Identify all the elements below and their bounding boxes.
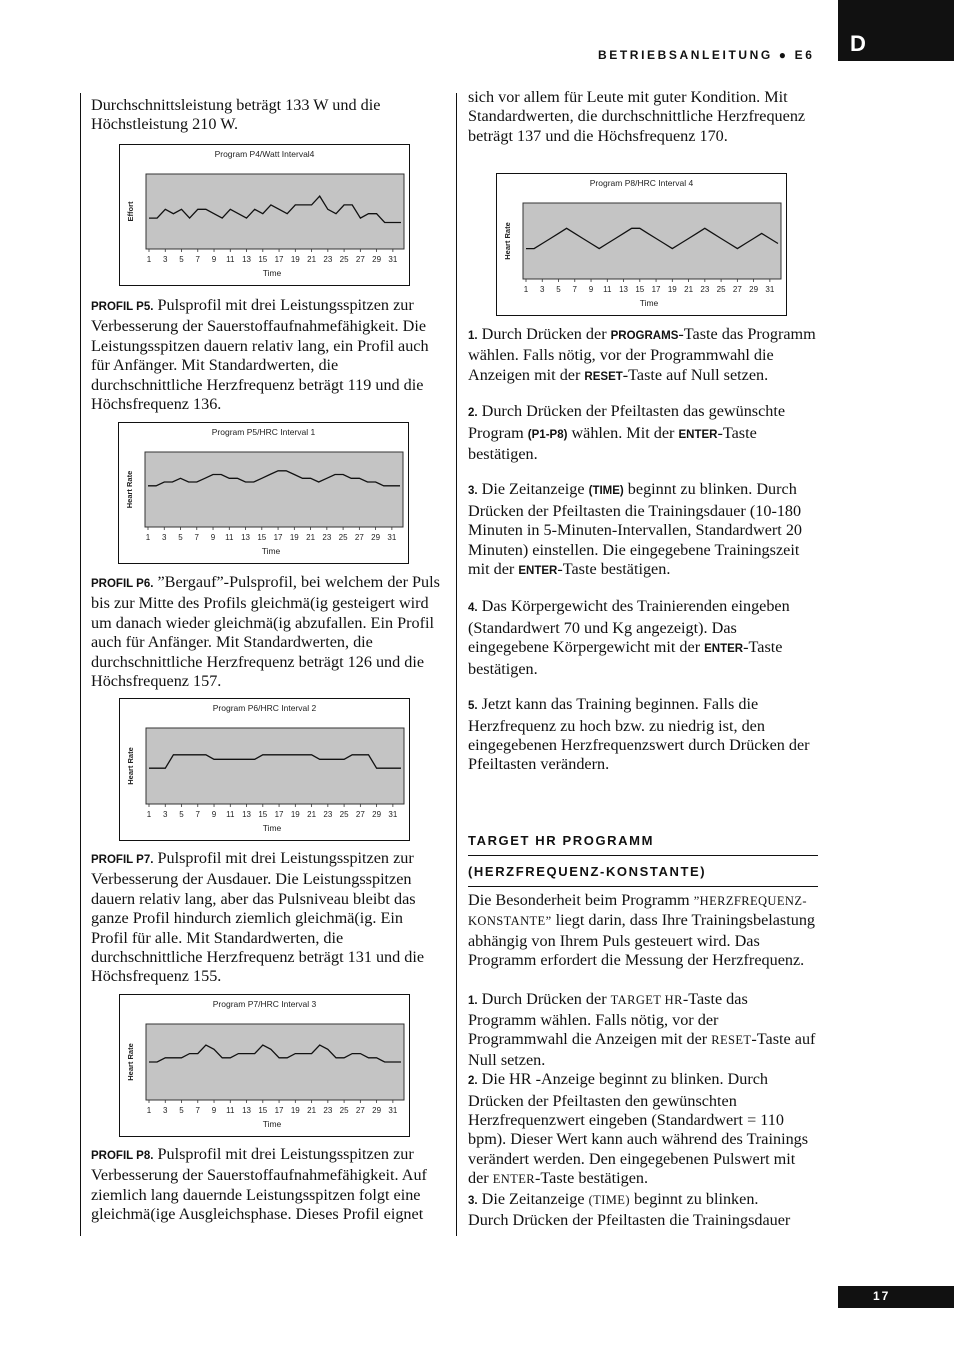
- chart-p4-svg: [120, 145, 409, 285]
- left-column-rule: [80, 93, 81, 1236]
- section-heading-target-hr: TARGET HR PROGRAMM: [468, 833, 654, 848]
- x-tick-label: 17: [651, 285, 661, 294]
- target-step-2-text-a: Die HR -Anzeige beginnt zu blinken. Durch Drücken der Pfeiltasten den gewünschten Herzfrequenzwert eingeben (Standardwert = 110 bpm). Dieser Wert kann auch während des Trainings verändert werden. Den eingegebenen Pulswert mit der: [468, 1070, 809, 1188]
- step-3-text-b: beginnt zu blinken. Durch Drücken der Pfeiltasten die Trainingsdauer (10-180 Minuten in 5-Minuten-Intervallen, Standardwert 20 Minuten) einstellen. Die eingegebene Trainingszeit mit der: [468, 480, 803, 579]
- x-tick-label: 3: [540, 285, 545, 294]
- time-key: (TIME): [588, 485, 624, 498]
- target-step-1-text-a: Durch Drücken der: [477, 989, 611, 1008]
- target-step-3-continued: Durch Drücken der Pfeiltasten die Trainingsdauer: [468, 1211, 791, 1230]
- time-key-smallcaps: (TIME): [588, 1192, 630, 1207]
- step-1-text-c: -Taste auf Null setzen.: [622, 365, 769, 384]
- x-tick-label: 5: [179, 810, 184, 819]
- step-2-text-a: Durch Drücken der Pfeiltasten das gewünschte Program: [468, 402, 786, 442]
- x-tick-label: 11: [226, 810, 235, 819]
- x-tick-label: 21: [306, 533, 316, 542]
- chart-title: Program P5/HRC Interval 1: [211, 427, 316, 437]
- x-tick-label: 19: [667, 285, 677, 294]
- program-name-smallcaps: ”HERZFREQUENZ-KONSTANTE”: [468, 894, 807, 929]
- x-axis-label: Time: [262, 823, 282, 833]
- x-tick-label: 11: [225, 533, 234, 542]
- x-tick-label: 1: [146, 810, 152, 819]
- x-tick-label: 3: [163, 255, 168, 264]
- steps-list: [468, 325, 818, 775]
- target-step-1-text-b: -Taste das Programm wählen. Falls nötig, vor der Programmwahl die Anzeigen mit der: [468, 989, 748, 1049]
- x-tick-label: 7: [195, 1106, 201, 1115]
- x-axis-label: Time: [262, 1119, 282, 1129]
- plot-area: [146, 728, 404, 804]
- profile-p6-body: ”Bergauf”-Pulsprofil, bei welchem der Puls bis zur Mitte des Profils gleichmä(ig gesteigert wird um danach wieder gleichmä(ig abzufallen. Ein Profil auch für Anfänger. Mit Standardwerten, die durchschnittliche Herzfrequenz beträgt 126 und die Höchsfrequenz 157.: [91, 573, 440, 691]
- x-tick-label: 27: [732, 285, 742, 294]
- x-tick-label: 21: [684, 285, 694, 294]
- x-tick-label: 9: [588, 285, 594, 294]
- target-intro-text-b: liegt darin, dass Ihre Trainingsbelastung abhängig von Ihrem Puls gesteuert wird. Das Programm erfordert die Messung der Herzfrequenz.: [468, 911, 816, 970]
- y-axis-label: Heart Rate: [126, 1043, 135, 1081]
- chart-title: Program P7/HRC Interval 3: [212, 999, 317, 1009]
- x-tick-label: 7: [572, 285, 578, 294]
- profile-p5-label: PROFIL P5.: [91, 301, 154, 313]
- chart-p5-svg: [119, 423, 408, 563]
- x-tick-label: 9: [211, 1106, 217, 1115]
- x-tick-label: 29: [372, 1106, 382, 1115]
- profile-p7-text: [91, 849, 443, 987]
- x-tick-label: 25: [338, 533, 348, 542]
- right-continuation: [468, 88, 818, 146]
- chart-p7-svg: [120, 995, 409, 1136]
- x-tick-label: 27: [355, 1106, 365, 1115]
- plot-area: [146, 1024, 404, 1100]
- x-tick-label: 1: [523, 285, 529, 294]
- chart-p4: [119, 144, 410, 286]
- x-tick-label: 23: [323, 810, 333, 819]
- step-3-text-a: Die Zeitanzeige: [477, 480, 589, 499]
- x-tick-label: 21: [307, 810, 317, 819]
- step-2-text-b: wählen. Mit der: [567, 423, 679, 442]
- x-tick-label: 23: [323, 1106, 333, 1115]
- x-tick-label: 1: [146, 1106, 152, 1115]
- x-tick-label: 13: [242, 1106, 252, 1115]
- x-tick-label: 27: [355, 255, 365, 264]
- p8-continuation-paragraph: sich vor allem für Leute mit guter Kondition. Mit Standardwerten, die durchschnittliche Herzfrequenz beträgt 137 und die Höchsfrequenz 170.: [468, 88, 806, 145]
- step-5-number: 5.: [468, 700, 478, 713]
- heading-rule-2: [468, 886, 818, 887]
- enter-key-smallcaps: ENTER: [492, 1172, 535, 1187]
- x-tick-label: 25: [339, 255, 349, 264]
- enter-key-2: ENTER: [518, 565, 558, 578]
- x-tick-label: 9: [211, 810, 217, 819]
- profile-p7-label: PROFIL P7.: [91, 854, 154, 866]
- profile-p6-text: [91, 573, 443, 691]
- plot-area: [523, 203, 781, 279]
- x-tick-label: 29: [372, 810, 382, 819]
- x-tick-label: 17: [274, 810, 284, 819]
- step-3-text-c: -Taste bestätigen.: [557, 560, 671, 579]
- middle-column-rule: [456, 93, 457, 1236]
- step-1-number: 1.: [468, 330, 478, 342]
- target-step-2: [468, 1070, 818, 1189]
- x-tick-label: 5: [178, 533, 183, 542]
- target-step-2-number: 2.: [468, 1075, 478, 1088]
- chart-p8: [496, 173, 787, 316]
- x-tick-label: 11: [603, 285, 612, 294]
- x-tick-label: 21: [307, 255, 317, 264]
- chart-p5: [118, 422, 409, 564]
- step-4-text-a: Das Körpergewicht des Trainierenden eingeben (Standardwert 70 und Kg angezeigt). Das eingegebene Körpergewicht mit der: [468, 597, 790, 657]
- x-tick-label: 21: [307, 1106, 317, 1115]
- x-tick-label: 9: [211, 255, 217, 264]
- x-tick-label: 25: [339, 810, 349, 819]
- step-3: [468, 480, 818, 581]
- x-tick-label: 13: [242, 810, 252, 819]
- x-tick-label: 15: [258, 810, 268, 819]
- x-tick-label: 27: [354, 533, 364, 542]
- x-tick-label: 17: [274, 1106, 284, 1115]
- profile-p5-text: [91, 296, 443, 414]
- x-tick-label: 5: [179, 255, 184, 264]
- x-tick-label: 7: [195, 255, 201, 264]
- programs-key: PROGRAMS: [610, 330, 679, 342]
- profile-p7-body: Pulsprofil mit drei Leistungsspitzen zur Verbesserung der Ausdauer. Die Leistungsspitzen dauern relativ lang, aber das Pulsniveau bleibt das ganze Profil hindurch ziemlich gleichmä(ig. Ein Profil für alle. Mit Standardwerten, die durchschnittliche Herzfrequenz beträgt 131 und die Höchsfrequenz 155.: [91, 849, 425, 986]
- x-tick-label: 3: [163, 1106, 168, 1115]
- x-tick-label: 13: [242, 255, 252, 264]
- profile-p8-body: Pulsprofil mit drei Leistungsspitzen zur Verbesserung der Sauerstoffaufnahmefähigkeit. Auf ziemlich lang dauernde Leistungsspitzen folgt eine gleichmä(ige Ausgleichsphase. Dieses Profil eignet: [91, 1145, 427, 1224]
- x-tick-label: 11: [226, 255, 235, 264]
- step-5: [468, 695, 818, 775]
- x-tick-label: 5: [179, 1106, 184, 1115]
- step-1-text-a: Durch Drücken der: [477, 325, 611, 343]
- enter-key: ENTER: [678, 428, 718, 441]
- x-tick-label: 15: [635, 285, 645, 294]
- profile-p8-label: PROFIL P8.: [91, 1150, 154, 1162]
- chart-title: Program P4/Watt Interval4: [214, 149, 315, 159]
- x-tick-label: 31: [388, 255, 398, 264]
- target-hr-text: [468, 891, 818, 1231]
- target-step-1-text-c: -Taste auf Null setzen.: [468, 1030, 816, 1069]
- x-tick-label: 17: [273, 533, 283, 542]
- step-5-text: Jetzt kann das Training beginnen. Falls die Herzfrequenz zu hoch bzw. zu niedrig ist, den eingegebenen Herzfrequenzswert durch Drücken der Pfeiltasten verändern.: [468, 695, 810, 774]
- x-tick-label: 19: [290, 810, 300, 819]
- target-step-1-number: 1.: [468, 994, 478, 1007]
- x-tick-label: 31: [765, 285, 775, 294]
- chart-p6-svg: [120, 699, 409, 840]
- plot-area: [146, 174, 404, 249]
- x-tick-label: 23: [323, 255, 333, 264]
- enter-key-3: ENTER: [704, 643, 744, 656]
- heading-rule-1: [468, 855, 818, 856]
- step-4-text-b: -Taste bestätigen.: [468, 638, 783, 678]
- x-tick-label: 15: [258, 1106, 268, 1115]
- language-tab: D: [838, 0, 954, 61]
- x-tick-label: 31: [387, 533, 397, 542]
- step-1: [468, 325, 818, 387]
- reset-key: RESET: [584, 370, 623, 383]
- y-axis-label: Effort: [126, 201, 135, 222]
- step-4: [468, 597, 818, 679]
- x-tick-label: 7: [194, 533, 200, 542]
- chart-title: Program P8/HRC Interval 4: [589, 178, 694, 188]
- intro-paragraph: Durchschnittsleistung beträgt 133 W und die Höchstleistung 210 W.: [91, 96, 381, 134]
- x-tick-label: 1: [146, 255, 152, 264]
- x-tick-label: 25: [339, 1106, 349, 1115]
- chart-p7: [119, 994, 410, 1137]
- target-step-3-number: 3.: [468, 1194, 478, 1207]
- target-step-3-text-a: Die Zeitanzeige: [477, 1189, 589, 1208]
- x-tick-label: 29: [371, 533, 381, 542]
- x-tick-label: 23: [322, 533, 332, 542]
- running-title: BETRIEBSANLEITUNG ● E6: [598, 48, 815, 62]
- page-number: 17: [838, 1286, 954, 1308]
- x-tick-label: 7: [195, 810, 201, 819]
- x-tick-label: 3: [163, 810, 168, 819]
- plot-area: [145, 452, 403, 527]
- profile-p8-text: [91, 1145, 443, 1225]
- x-axis-label: Time: [639, 298, 659, 308]
- x-tick-label: 15: [257, 533, 267, 542]
- x-tick-label: 17: [274, 255, 284, 264]
- chart-title: Program P6/HRC Interval 2: [212, 703, 317, 713]
- profile-p5-body: Pulsprofil mit drei Leistungsspitzen zur Verbesserung der Sauerstoffaufnahmefähigkeit. Die Leistungsspitzen dauern relativ lang, ein Profil auch für Anfänger. Mit Standardwerten, die durchschnittliche Herzfrequenz beträgt 119 und die Höchsfrequenz 136.: [91, 296, 429, 414]
- step-2-text-c: -Taste bestätigen.: [468, 423, 757, 464]
- profile-p6-label: PROFIL P6.: [91, 578, 154, 590]
- x-tick-label: 25: [716, 285, 726, 294]
- x-tick-label: 27: [355, 810, 365, 819]
- target-hr-intro: [468, 891, 818, 971]
- target-step-3: [468, 1190, 818, 1211]
- y-axis-label: Heart Rate: [126, 747, 135, 785]
- chart-p6: [119, 698, 410, 841]
- step-2: [468, 402, 818, 464]
- x-tick-label: 5: [556, 285, 561, 294]
- x-tick-label: 29: [372, 255, 382, 264]
- y-axis-label: Heart Rate: [503, 222, 512, 260]
- x-tick-label: 23: [700, 285, 710, 294]
- left-intro: [91, 96, 443, 135]
- chart-p8-svg: [497, 174, 786, 315]
- target-step-2-text-b: -Taste bestätigen.: [535, 1169, 649, 1188]
- target-step-3-text-b: beginnt zu blinken.: [629, 1189, 759, 1208]
- x-tick-label: 13: [619, 285, 629, 294]
- reset-key-smallcaps: RESET: [711, 1033, 752, 1048]
- step-2-number: 2.: [468, 407, 478, 420]
- x-tick-label: 19: [289, 533, 299, 542]
- program-range-key: (P1-P8): [527, 428, 568, 441]
- y-axis-label: Heart Rate: [125, 470, 134, 509]
- x-tick-label: 15: [258, 255, 268, 264]
- x-axis-label: Time: [262, 268, 282, 278]
- x-tick-label: 9: [210, 533, 216, 542]
- x-tick-label: 3: [162, 533, 167, 542]
- x-axis-label: Time: [261, 546, 281, 556]
- x-tick-label: 31: [388, 1106, 398, 1115]
- x-tick-label: 1: [145, 533, 151, 542]
- x-tick-label: 11: [226, 1106, 235, 1115]
- target-intro-text-a: Die Besonderheit beim Programm: [468, 891, 694, 909]
- x-tick-label: 19: [290, 255, 300, 264]
- section-heading-herzfrequenz: (HERZFREQUENZ-KONSTANTE): [468, 864, 707, 879]
- target-hr-key: TARGET HR: [610, 992, 683, 1007]
- step-1-text-b: -Taste das Programm wählen. Falls nötig, vor der Programmwahl die Anzeigen mit der: [468, 325, 816, 384]
- target-step-1: [468, 990, 818, 1071]
- x-tick-label: 29: [749, 285, 759, 294]
- x-tick-label: 19: [290, 1106, 300, 1115]
- x-tick-label: 31: [388, 810, 398, 819]
- step-4-number: 4.: [468, 602, 478, 615]
- x-tick-label: 13: [241, 533, 251, 542]
- step-3-number: 3.: [468, 485, 478, 498]
